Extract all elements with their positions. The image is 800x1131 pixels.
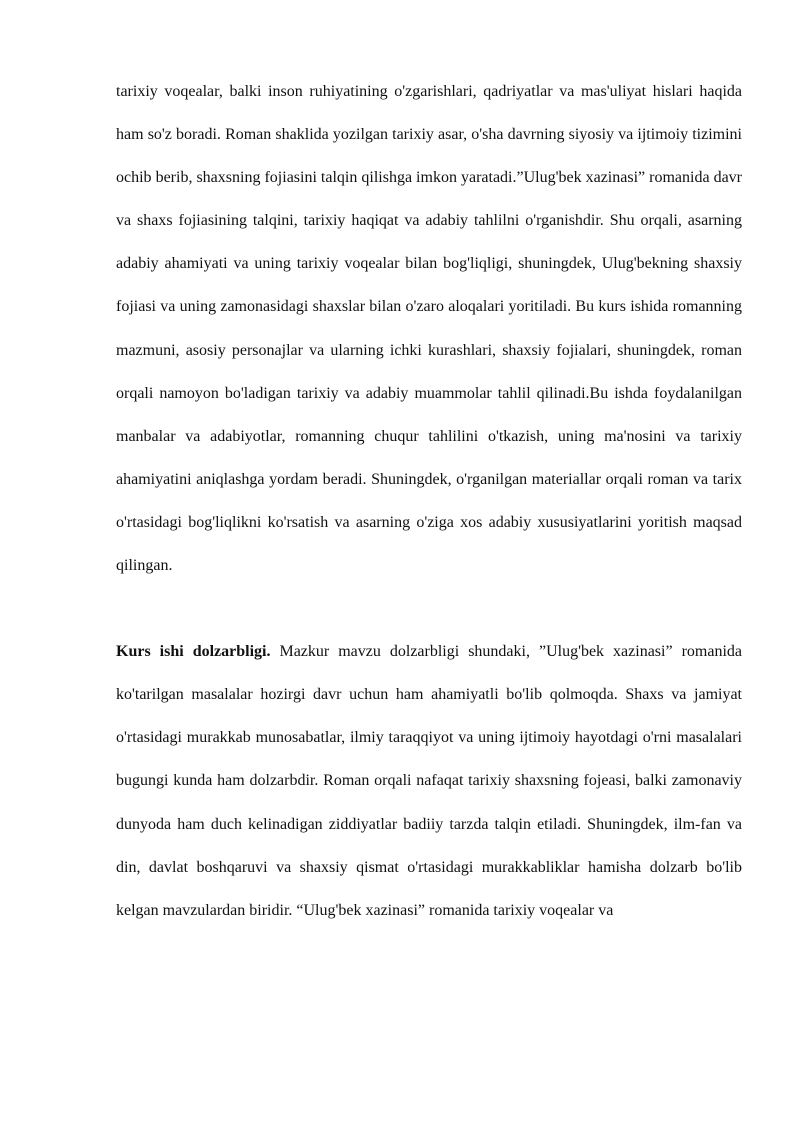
body-paragraph-intro: tarixiy voqealar, balki inson ruhiyatining o'zgarishlari, qadriyatlar va mas'uliyat hislari haqida ham so'z boradi. Roman shaklida yozilgan tarixiy asar, o'sha davrning siyosiy va ijtimoiy tizimini ochib berib, shaxsning fojiasini talqin qilishga imkon yaratadi.”Ulug'bek xazinasi” romanida davr va shaxs fojiasining talqini, tarixiy haqiqat va adabiy tahlilni o'rganishdir. Shu orqali, asarning adabiy ahamiyati va uning tarixiy voqealar bilan bog'liqligi, shuningdek, Ulug'bekning shaxsiy fojiasi va uning zamonasidagi shaxslar bilan o'zaro aloqalari yoritiladi. Bu kurs ishida romanning mazmuni, asosiy personajlar va ularning ichki kurashlari, shaxsiy fojialari, shuningdek, roman orqali namoyon bo'ladigan tarixiy va adabiy muammolar tahlil qilinadi.Bu ishda foydalanilgan manbalar va adabiyotlar, romanning chuqur tahlilini o'tkazish, uning ma'nosini va tarixiy ahamiyatini aniqlashga yordam beradi. Shuningdek, o'rganilgan materiallar orqali roman va tarix o'rtasidagi bog'liqlikni ko'rsatish va asarning o'ziga xos adabiy xususiyatlarini yoritish maqsad qilingan. <box>116 83 742 575</box>
relevance-text: Mazkur mavzu dolzarbligi shundaki, ”Ulug'bek xazinasi” romanida ko'tarilgan masalalar hozirgi davr uchun ham ahamiyatli bo'lib qolmoqda. Shaxs va jamiyat o'rtasidagi murakkab munosabatlar, ilmiy taraqqiyot va uning ijtimoiy hayotdagi o'rni masalalari bugungi kunda ham dolzarbdir. Roman orqali nafaqat tarixiy shaxsning fojeasi, balki zamonaviy dunyoda ham duch kelinadigan ziddiyatlar badiiy tarzda talqin etiladi. Shuningdek, ilm-fan va din, davlat boshqaruvi va shaxsiy qismat o'rtasidagi murakkabliklar hamisha dolzarb bo'lib kelgan mavzulardan biridir. “Ulug'bek xazinasi” romanida tarixiy voqealar va <box>116 643 742 919</box>
body-paragraph-relevance <box>116 630 742 932</box>
section-heading-relevance: Kurs ishi dolzarbligi. <box>116 643 271 661</box>
document-page <box>116 70 742 932</box>
